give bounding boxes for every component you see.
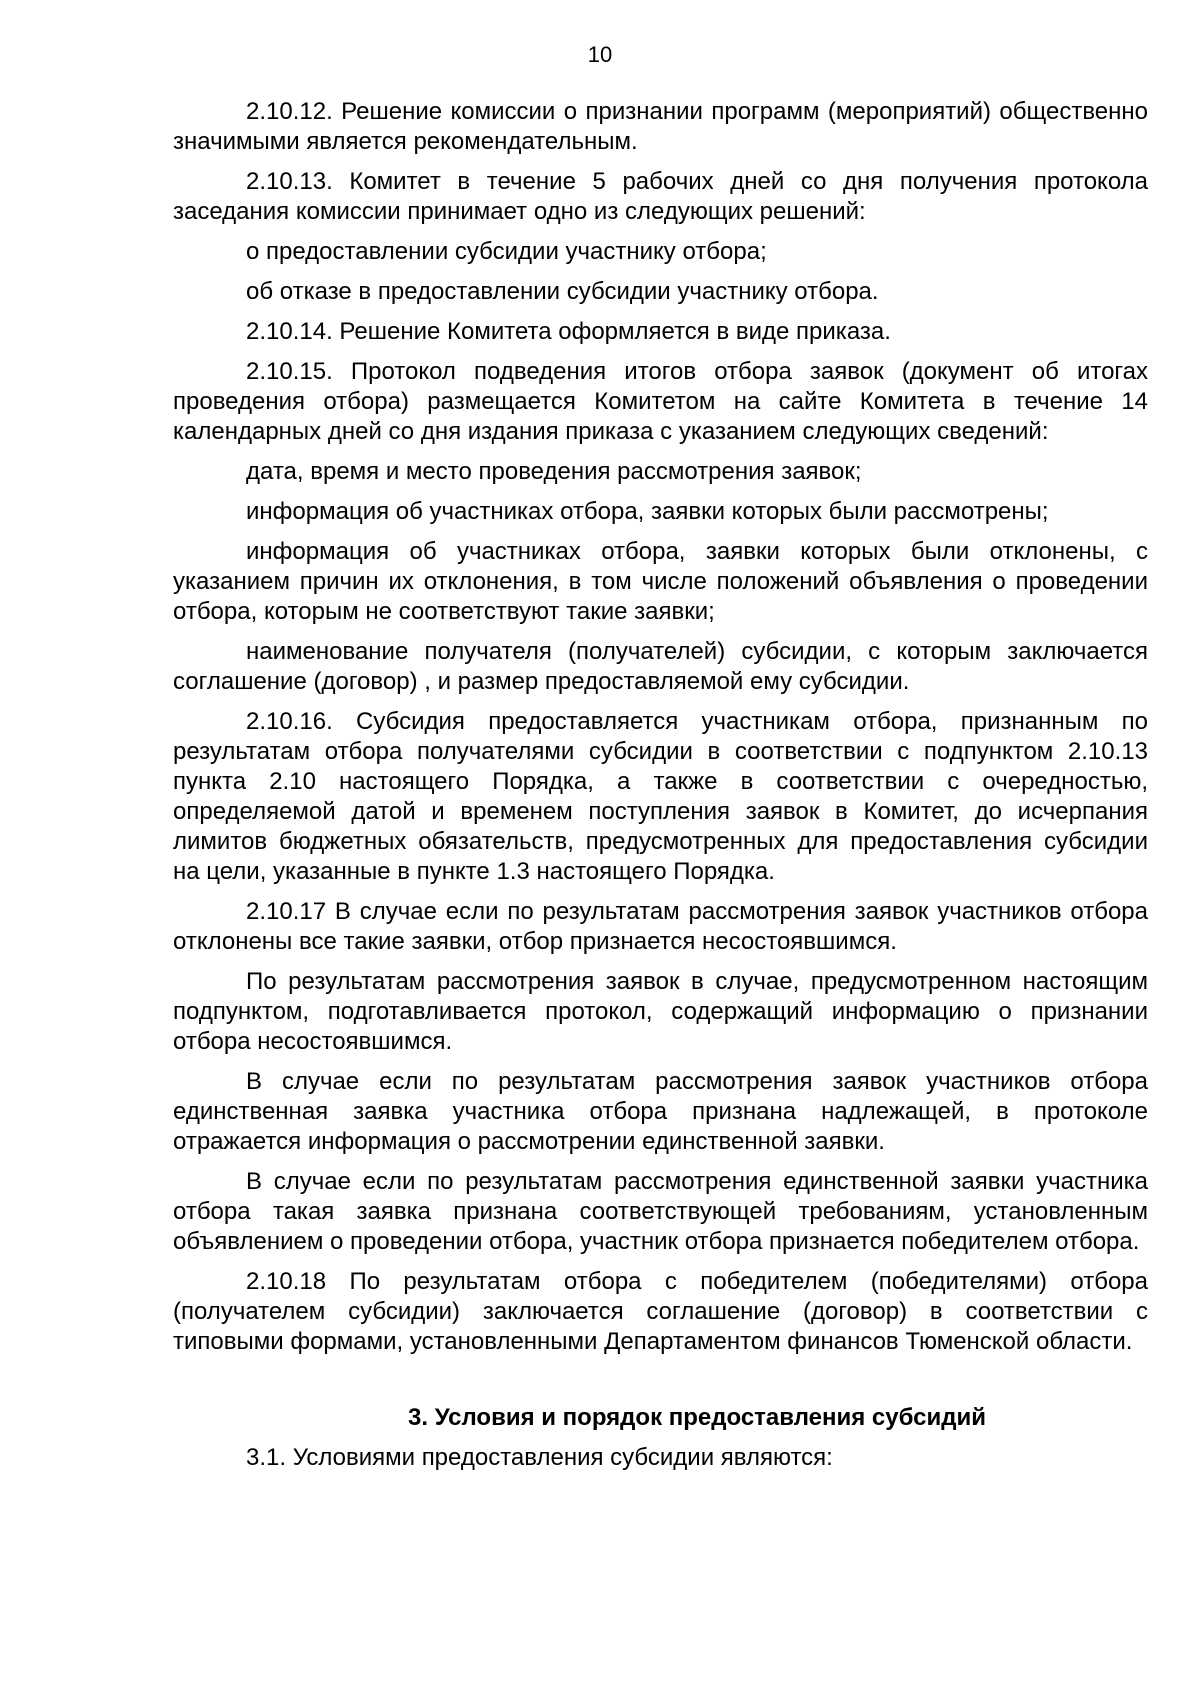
- paragraph-2-10-14: 2.10.14. Решение Комитета оформляется в виде приказа.: [246, 318, 891, 345]
- section-heading: 3. Условия и порядок предоставления субсидий: [408, 1404, 986, 1431]
- list-item-grant-decision: о предоставлении субсидии участнику отбора;: [246, 238, 767, 265]
- paragraph-2-10-15: 2.10.15. Протокол подведения итогов отбора заявок (документ об итогах проведения отбора) размещается Комитетом на сайте Комитета в течение 14 календарных дней со дня издания приказа с указанием следующих сведений:: [173, 358, 1148, 445]
- list-item-reviewed-participants: информация об участниках отбора, заявки которых были рассмотрены;: [246, 498, 1049, 525]
- paragraph-2-10-16: 2.10.16. Субсидия предоставляется участникам отбора, признанным по результатам отбора получателями субсидии в соответствии с подпунктом 2.10.13 пункта 2.10 настоящего Порядка, а также в соответствии с очередностью, определяемой датой и временем поступления заявок в Комитет, до исчерпания лимитов бюджетных обязательств, предусмотренных для предоставления субсидии на цели, указанные в пункте 1.3 настоящего Порядка.: [173, 708, 1148, 885]
- paragraph-single-winner: В случае если по результатам рассмотрения единственной заявки участника отбора такая заявка признана соответствующей требованиям, установленным объявлением о проведении отбора, участник отбора признается победителем отбора.: [173, 1168, 1148, 1255]
- paragraph-protocol-prepared: По результатам рассмотрения заявок в случае, предусмотренном настоящим подпунктом, подготавливается протокол, содержащий информацию о признании отбора несостоявшимся.: [173, 968, 1148, 1055]
- paragraph-3-1: 3.1. Условиями предоставления субсидии являются:: [246, 1444, 833, 1471]
- paragraph-2-10-18: 2.10.18 По результатам отбора с победителем (победителями) отбора (получателем субсидии) заключается соглашение (договор) в соответствии с типовыми формами, установленными Департаментом финансов Тюменской области.: [173, 1268, 1148, 1355]
- list-item-date-time-place: дата, время и место проведения рассмотрения заявок;: [246, 458, 862, 485]
- list-item-rejected-participants: информация об участниках отбора, заявки которых были отклонены, с указанием причин их отклонения, в том числе положений объявления о проведении отбора, которым не соответствуют такие заявки;: [173, 538, 1148, 625]
- list-item-refusal-decision: об отказе в предоставлении субсидии участнику отбора.: [246, 278, 879, 305]
- document-body: [173, 97, 1148, 1483]
- list-item-recipient-name: наименование получателя (получателей) субсидии, с которым заключается соглашение (договор) , и размер предоставляемой ему субсидии.: [173, 638, 1148, 695]
- paragraph-2-10-17: 2.10.17 В случае если по результатам рассмотрения заявок участников отбора отклонены все такие заявки, отбор признается несостоявшимся.: [173, 898, 1148, 955]
- paragraph-single-application: В случае если по результатам рассмотрения заявок участников отбора единственная заявка участника отбора признана надлежащей, в протоколе отражается информация о рассмотрении единственной заявки.: [173, 1068, 1148, 1155]
- page-number: 10: [587, 42, 613, 67]
- paragraph-2-10-12: 2.10.12. Решение комиссии о признании программ (мероприятий) общественно значимыми является рекомендательным.: [173, 98, 1148, 155]
- paragraph-2-10-13: 2.10.13. Комитет в течение 5 рабочих дней со дня получения протокола заседания комиссии принимает одно из следующих решений:: [173, 168, 1148, 225]
